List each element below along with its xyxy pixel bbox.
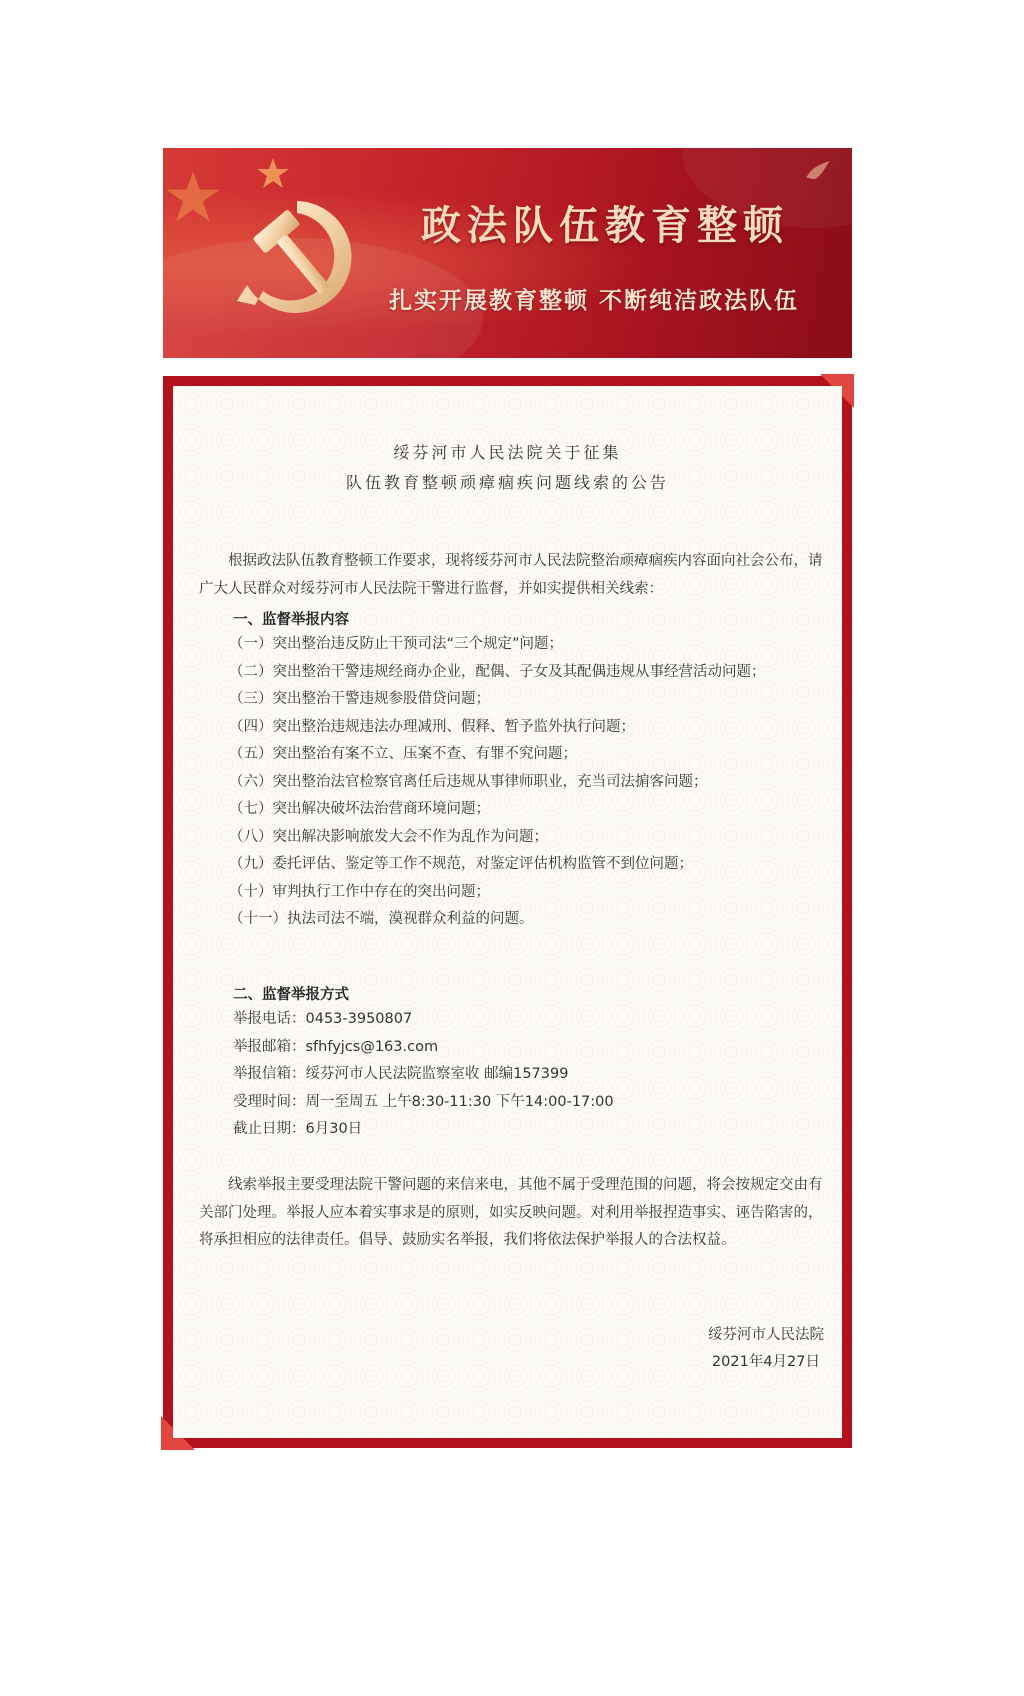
contact-email: 举报邮箱：sfhfyjcs@163.com xyxy=(233,1038,439,1055)
list-item: （十）审判执行工作中存在的突出问题； xyxy=(229,883,490,900)
section2-heading: 二、监督举报方式 xyxy=(233,987,349,1003)
section1-list xyxy=(229,631,766,934)
notice-title-line1: 绥芬河市人民法院关于征集 xyxy=(393,443,622,462)
section1-heading: 一、监督举报内容 xyxy=(233,612,349,628)
notice-frame xyxy=(163,376,852,1448)
dove-icon xyxy=(803,156,833,186)
list-item: （八）突出解决影响旅发大会不作为乱作为问题； xyxy=(229,828,548,845)
list-item: （六）突出整治法官检察官离任后违规从事律师职业，充当司法掮客问题； xyxy=(229,773,708,790)
list-item: （九）委托评估、鉴定等工作不规范，对鉴定评估机构监管不到位问题； xyxy=(229,856,693,872)
contact-deadline: 截止日期：6月30日 xyxy=(233,1121,363,1137)
list-item: （七）突出解决破坏法治营商环境问题； xyxy=(229,801,490,817)
notice-title-line2: 队伍教育整顿顽瘴痼疾问题线索的公告 xyxy=(345,473,669,492)
notice-paper xyxy=(173,386,842,1438)
list-item: （二）突出整治干警违规经商办企业，配偶、子女及其配偶违规从事经营活动问题； xyxy=(229,663,766,680)
contact-phone: 举报电话：0453-3950807 xyxy=(233,1011,413,1027)
hammer-sickle-icon xyxy=(233,193,363,323)
notice-intro xyxy=(199,548,834,603)
list-item: （五）突出整治有案不立、压案不查、有罪不究问题； xyxy=(229,746,577,762)
contact-hours: 受理时间：周一至周五 上午8:30-11:30 下午14:00-17:00 xyxy=(233,1093,614,1110)
list-item: （四）突出整治违规违法办理减刑、假释、暂予监外执行问题； xyxy=(229,718,635,735)
signature-date: 2021年4月27日 xyxy=(711,1354,820,1370)
section2-list xyxy=(233,1006,614,1144)
star-icon xyxy=(163,168,223,228)
signature-org: 绥芬河市人民法院 xyxy=(708,1327,824,1343)
star-icon xyxy=(255,156,291,192)
contact-mailbox: 举报信箱：绥芬河市人民法院监察室收 邮编157399 xyxy=(233,1066,569,1082)
header-banner xyxy=(163,148,852,358)
list-item: （一）突出整治违反防止干预司法“三个规定”问题； xyxy=(229,636,564,652)
banner-slogan: 扎实开展教育整顿 不断纯洁政法队伍 xyxy=(389,288,800,314)
banner-title: 政法队伍教育整顿 xyxy=(421,203,789,249)
notice-closing xyxy=(199,1172,834,1255)
list-item: （十一）执法司法不端，漠视群众利益的问题。 xyxy=(229,911,534,927)
closing-paragraph: 线索举报主要受理法院干警问题的来信来电，其他不属于受理范围的问题，将会按规定交由有关部门处理。举报人应本着实事求是的原则，如实反映问题。对利用举报捏造事实、诬告陷害的，将承担相应的法律责任。倡导、鼓励实名举报，我们将依法保护举报人的合法权益。 xyxy=(199,1177,823,1248)
intro-paragraph: 根据政法队伍教育整顿工作要求，现将绥芬河市人民法院整治顽瘴痼疾内容面向社会公布，请广大人民群众对绥芬河市人民法院干警进行监督，并如实提供相关线索： xyxy=(199,553,823,597)
list-item: （三）突出整治干警违规参股借贷问题； xyxy=(229,691,490,707)
